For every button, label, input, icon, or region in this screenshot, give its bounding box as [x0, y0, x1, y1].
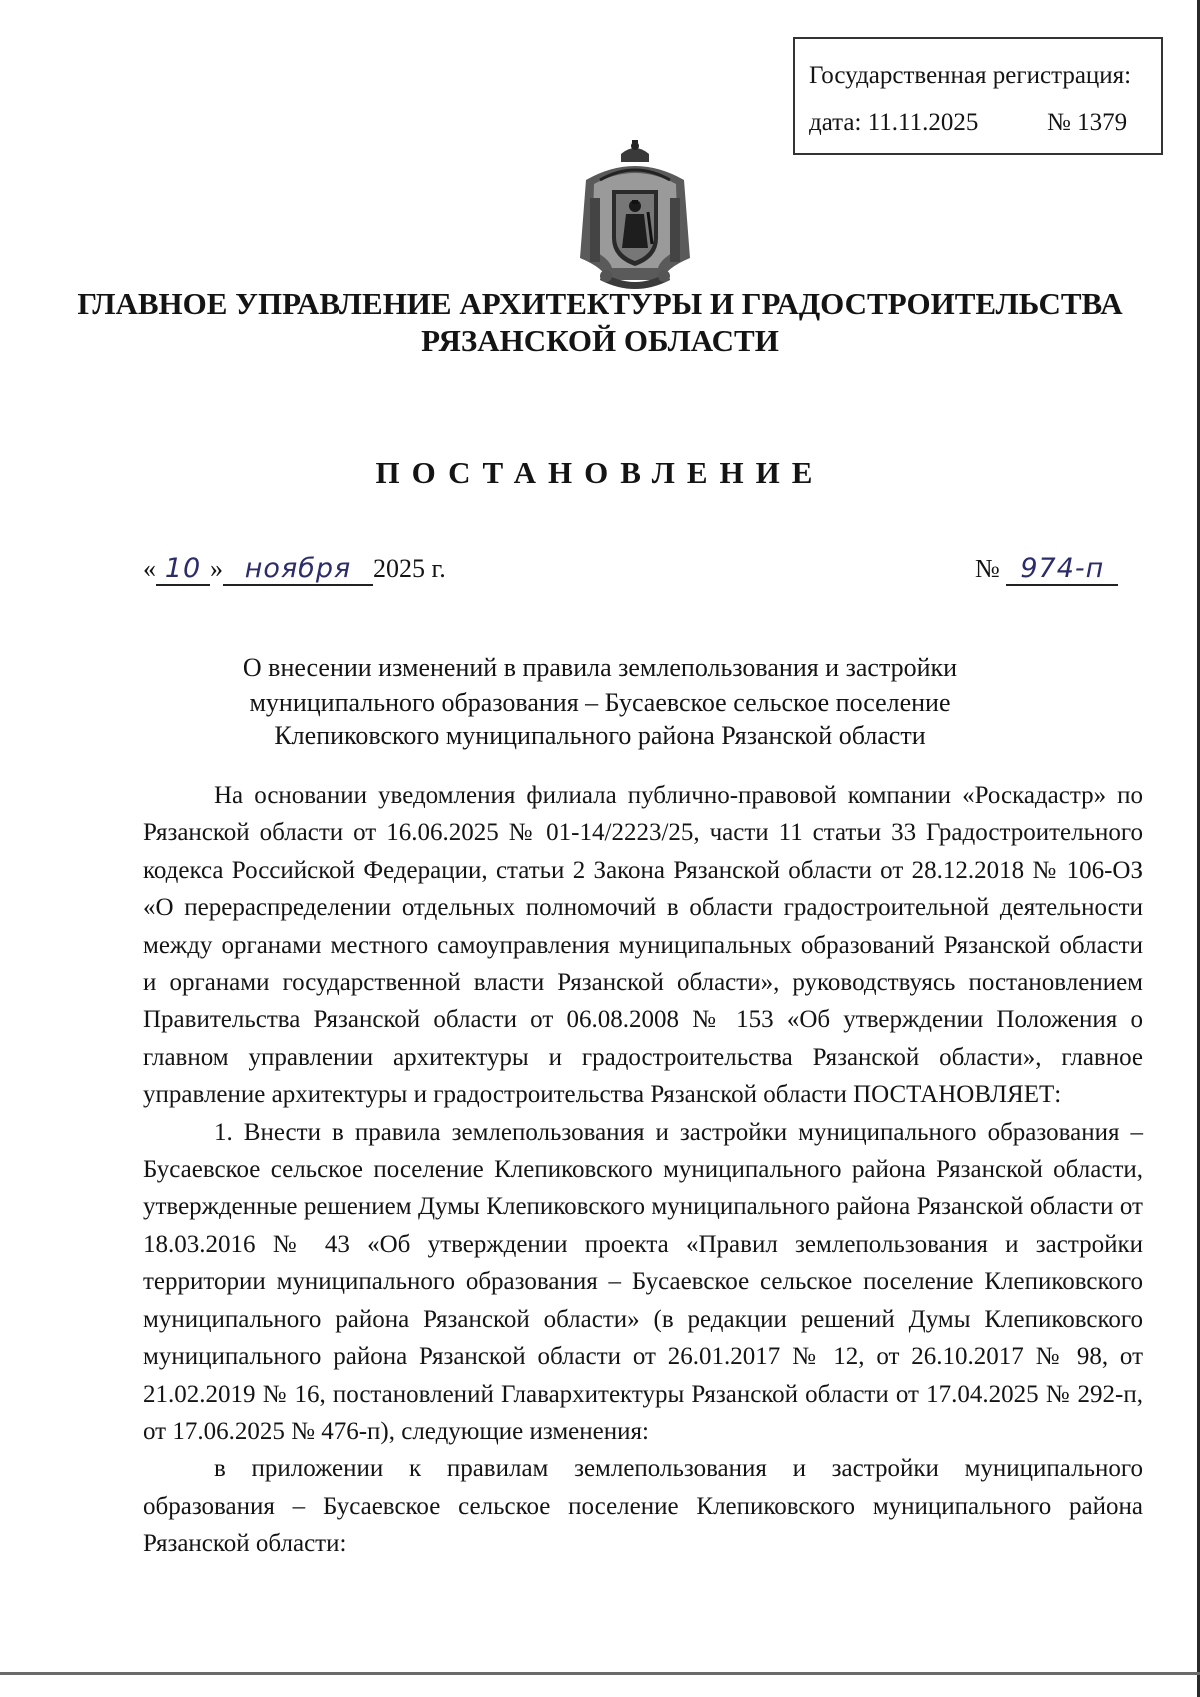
subject-line-1: О внесении изменений в правила землепользования и застройки: [242, 653, 958, 682]
registration-title: Государственная регистрация:: [809, 62, 1132, 89]
body-paragraph-basis: На основании уведомления филиала публично-правовой компании «Роскадастр» по Рязанской области от 16.06.2025 № 01-14/2223/25, части 11 статьи 33 Градостроительного кодекса Российской Федерации, статьи 2 Закона Рязанской области от 28.12.2018 № 106-ОЗ «О перераспределении отдельных полномочий в области градостроительной деятельности между органами местного самоуправления муниципальных образований Рязанской области и органами государственной власти Рязанской области», руководствуясь постановлением Правительства Рязанской области от 06.08.2008 № 153 «Об утверждении Положения о главном управлении архитектуры и градостроительства Рязанской области», главное управление архитектуры и градостроительства Рязанской области ПОСТАНОВЛЯЕТ:: [143, 782, 1143, 1109]
organization-name-line-1: ГЛАВНОЕ УПРАВЛЕНИЕ АРХИТЕКТУРЫ И ГРАДОСТРОИТЕЛЬСТВА: [77, 286, 1123, 321]
subject-line-3: Клепиковского муниципального района Рязанской области: [274, 721, 926, 750]
registration-date: дата: 11.11.2025: [809, 109, 979, 136]
scan-edge-bottom: [0, 1672, 1200, 1675]
date-close-quote: »: [210, 554, 223, 583]
date-day-handwritten: 10: [156, 554, 210, 586]
date-month-handwritten: ноября: [223, 554, 373, 586]
body-paragraph-item-1: 1. Внести в правила землепользования и застройки муниципального образования – Бусаевское сельское поселение Клепиковского муниципального района Рязанской области, утвержденные решением Думы Клепиковского муниципального района Рязанской области от 18.03.2016 № 43 «Об утверждении проекта «Правил землепользования и застройки территории муниципального образования – Бусаевское сельское поселение Клепиковского муниципального района Рязанской области» (в редакции решений Думы Клепиковского муниципального района Рязанской области от 26.01.2017 № 12, от 26.10.2017 № 98, от 21.02.2019 № 16, постановлений Главархитектуры Рязанской области от 17.04.2025 № 292-п, от 17.06.2025 № 476-п), следующие изменения:: [143, 1118, 1143, 1445]
document-type-title: ПОСТАНОВЛЕНИЕ: [375, 455, 825, 490]
document-number-label: №: [975, 554, 1000, 583]
document-body: [143, 777, 1143, 1563]
document-number-handwritten: 974-п: [1006, 554, 1118, 586]
date-year: 2025 г.: [373, 554, 446, 583]
organization-name-line-2: РЯЗАНСКОЙ ОБЛАСТИ: [421, 323, 779, 358]
document-date: [143, 554, 446, 586]
registration-stamp: [793, 37, 1163, 155]
subject-line-2: муниципального образования – Бусаевское сельское поселение: [249, 688, 951, 717]
document-number: [975, 554, 1118, 586]
body-paragraph-appendix: в приложении к правилам землепользования и застройки муниципального образования – Бусаевское сельское поселение Клепиковского муниципального района Рязанской области:: [143, 1455, 1143, 1558]
ryazan-coat-of-arms-icon: [566, 140, 704, 295]
registration-number: № 1379: [1047, 109, 1128, 136]
date-open-quote: «: [143, 554, 156, 583]
